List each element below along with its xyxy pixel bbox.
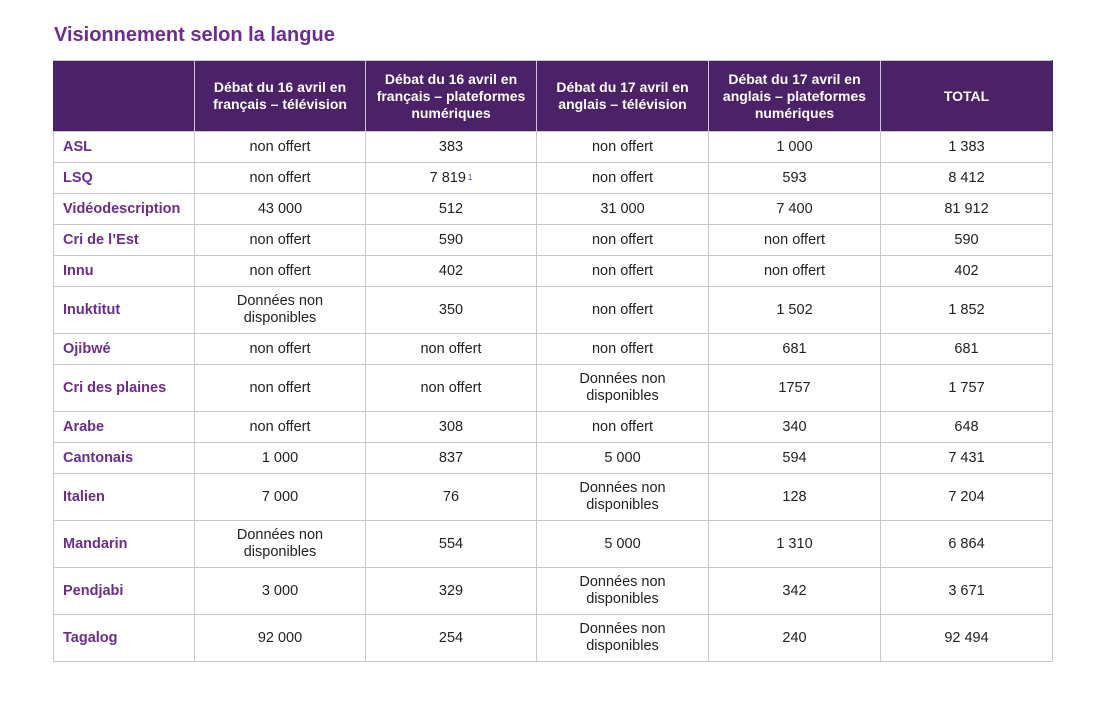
apr17-en-tv-cell-text: 5 000 <box>604 535 641 552</box>
apr17-en-tv-cell <box>537 474 709 521</box>
apr16-fr-tv-cell-text: non offert <box>249 379 311 396</box>
apr16-fr-digital-cell-text: 383 <box>438 138 464 155</box>
apr16-fr-tv-cell-text: 3 000 <box>261 582 299 599</box>
apr16-fr-digital-cell <box>366 443 537 474</box>
apr16-fr-digital-cell <box>366 521 537 568</box>
apr17-en-digital-cell-text: 1 502 <box>776 301 813 318</box>
language-cell <box>54 412 195 443</box>
language-cell <box>54 287 195 334</box>
table-row <box>54 256 1053 287</box>
apr17-en-tv-cell <box>537 443 709 474</box>
apr17-en-digital-cell-text: non offert <box>763 262 825 279</box>
apr17-en-tv-cell <box>537 334 709 365</box>
apr17-en-tv-cell <box>537 256 709 287</box>
total-cell <box>881 225 1053 256</box>
apr17-en-tv-cell-text: non offert <box>591 231 653 248</box>
apr17-en-tv-cell-text: non offert <box>591 138 653 155</box>
apr17-en-digital-cell <box>709 412 881 443</box>
total-cell-text: 7 204 <box>948 488 985 505</box>
apr17-en-tv-cell-text: 31 000 <box>600 200 645 217</box>
apr16-fr-tv-cell <box>195 194 366 225</box>
apr17-en-digital-cell <box>709 225 881 256</box>
language-cell <box>54 365 195 412</box>
apr16-fr-digital-cell-text: 329 <box>438 582 464 599</box>
table-row <box>54 287 1053 334</box>
apr16-fr-tv-cell-text: non offert <box>249 418 311 435</box>
apr16-fr-tv-cell <box>195 568 366 615</box>
apr16-fr-tv-cell-text: 92 000 <box>257 629 303 646</box>
language-cell <box>54 521 195 568</box>
table-row <box>54 443 1053 474</box>
apr16-fr-tv-cell-text: 7 000 <box>261 488 299 505</box>
apr16-fr-digital-cell <box>366 194 537 225</box>
apr17-en-digital-cell-text: 342 <box>782 582 807 599</box>
language-cell <box>54 132 195 163</box>
apr16-fr-tv-cell-text: non offert <box>249 231 311 248</box>
apr16-fr-tv-cell <box>195 443 366 474</box>
language-cell-text: Ojibwé <box>63 340 111 357</box>
apr17-en-tv-cell <box>537 287 709 334</box>
table-header-row <box>54 61 1053 132</box>
apr17-en-tv-cell-text: Données non disponibles <box>579 574 666 607</box>
apr17-en-tv-cell-text: non offert <box>591 340 653 357</box>
total-cell-text: 681 <box>954 340 979 357</box>
apr16-fr-digital-cell <box>366 474 537 521</box>
language-cell <box>54 443 195 474</box>
apr16-fr-tv-cell <box>195 615 366 662</box>
apr16-fr-tv-cell <box>195 287 366 334</box>
page-title: Visionnement selon la langue <box>54 24 335 46</box>
total-cell-text: 7 431 <box>948 449 985 466</box>
total-cell <box>881 194 1053 225</box>
total-cell-text: 92 494 <box>944 629 989 646</box>
apr17-en-digital-cell-text: 240 <box>782 629 807 646</box>
apr16-fr-tv-cell-text: Données non disponibles <box>236 293 324 326</box>
apr16-fr-tv-cell <box>195 132 366 163</box>
apr16-fr-tv-cell <box>195 474 366 521</box>
header-cell-apr17-en-tv: Débat du 17 avril en anglais – télévision <box>537 61 709 132</box>
apr16-fr-tv-cell-text: 43 000 <box>257 200 303 217</box>
apr17-en-tv-cell-text: Données non disponibles <box>579 371 666 404</box>
language-cell <box>54 474 195 521</box>
total-cell-text: 1 852 <box>948 301 985 318</box>
language-cell <box>54 568 195 615</box>
table-row <box>54 194 1053 225</box>
apr16-fr-digital-cell <box>366 225 537 256</box>
apr17-en-tv-cell-text: non offert <box>591 418 653 435</box>
apr17-en-tv-cell <box>537 163 709 194</box>
header-cell-apr16-fr-tv: Débat du 16 avril en français – télévision <box>195 61 366 132</box>
table-row <box>54 568 1053 615</box>
apr17-en-tv-cell <box>537 194 709 225</box>
apr16-fr-digital-cell <box>366 412 537 443</box>
language-cell <box>54 334 195 365</box>
apr17-en-tv-cell-text: Données non disponibles <box>579 480 666 513</box>
apr17-en-digital-cell <box>709 132 881 163</box>
apr16-fr-tv-cell <box>195 334 366 365</box>
apr16-fr-tv-cell-text: Données non disponibles <box>236 527 324 560</box>
apr16-fr-digital-cell-text: 308 <box>438 418 464 435</box>
total-cell <box>881 132 1053 163</box>
total-cell <box>881 568 1053 615</box>
apr16-fr-digital-cell-text: 7 819 <box>429 169 466 186</box>
language-cell-text: ASL <box>63 138 92 155</box>
apr16-fr-digital-cell <box>366 287 537 334</box>
apr17-en-digital-cell <box>709 163 881 194</box>
total-cell-text: 1 757 <box>948 379 985 396</box>
apr16-fr-tv-cell <box>195 225 366 256</box>
apr17-en-tv-cell <box>537 615 709 662</box>
apr17-en-tv-cell <box>537 225 709 256</box>
table-row <box>54 163 1053 194</box>
apr17-en-tv-cell-text: Données non disponibles <box>579 621 666 654</box>
apr17-en-digital-cell-text: 593 <box>782 169 807 186</box>
apr17-en-digital-cell <box>709 365 881 412</box>
apr16-fr-digital-cell <box>366 256 537 287</box>
apr17-en-digital-cell <box>709 334 881 365</box>
language-cell-text: LSQ <box>63 169 93 186</box>
apr16-fr-tv-cell-text: non offert <box>249 340 311 357</box>
apr17-en-digital-cell <box>709 194 881 225</box>
total-cell-text: 3 671 <box>948 582 985 599</box>
apr16-fr-tv-cell <box>195 365 366 412</box>
apr16-fr-digital-cell <box>366 615 537 662</box>
total-cell-text: 1 383 <box>948 138 985 155</box>
language-cell <box>54 256 195 287</box>
apr16-fr-digital-cell-text: 512 <box>438 200 464 217</box>
total-cell <box>881 615 1053 662</box>
apr17-en-tv-cell-text: 5 000 <box>604 449 641 466</box>
total-cell-text: 590 <box>954 231 979 248</box>
apr16-fr-digital-cell <box>366 132 537 163</box>
language-cell-text: Tagalog <box>63 629 118 646</box>
footnote-marker: 1 <box>467 172 473 182</box>
language-cell-text: Pendjabi <box>63 582 124 599</box>
total-cell <box>881 443 1053 474</box>
apr17-en-digital-cell-text: 1 000 <box>776 138 813 155</box>
table-row <box>54 521 1053 568</box>
apr16-fr-digital-cell <box>366 334 537 365</box>
total-cell <box>881 256 1053 287</box>
header-cell-apr17-en-digital: Débat du 17 avril en anglais – plateformes numériques <box>709 61 881 132</box>
language-cell-text: Cri des plaines <box>63 379 167 396</box>
apr16-fr-tv-cell <box>195 256 366 287</box>
apr17-en-digital-cell <box>709 568 881 615</box>
language-cell <box>54 225 195 256</box>
language-cell <box>54 615 195 662</box>
apr16-fr-digital-cell-text: non offert <box>420 379 482 396</box>
apr17-en-tv-cell <box>537 365 709 412</box>
apr17-en-digital-cell <box>709 521 881 568</box>
table-row <box>54 132 1053 163</box>
language-cell-text: Mandarin <box>63 535 128 552</box>
apr17-en-digital-cell <box>709 287 881 334</box>
language-cell-text: Vidéodescription <box>63 200 181 217</box>
total-cell-text: 648 <box>954 418 979 435</box>
total-cell <box>881 474 1053 521</box>
apr17-en-tv-cell-text: non offert <box>591 169 653 186</box>
apr17-en-tv-cell-text: non offert <box>591 301 653 318</box>
total-cell <box>881 287 1053 334</box>
language-cell <box>54 194 195 225</box>
total-cell <box>881 334 1053 365</box>
language-cell-text: Inuktitut <box>63 301 121 318</box>
apr17-en-tv-cell <box>537 568 709 615</box>
apr16-fr-digital-cell-text: non offert <box>420 340 482 357</box>
apr17-en-digital-cell <box>709 443 881 474</box>
apr16-fr-tv-cell <box>195 412 366 443</box>
apr16-fr-digital-cell-text: 402 <box>438 262 464 279</box>
apr17-en-tv-cell <box>537 132 709 163</box>
total-cell <box>881 521 1053 568</box>
apr16-fr-digital-cell-text: 254 <box>438 629 464 646</box>
apr17-en-tv-cell <box>537 412 709 443</box>
apr16-fr-digital-cell <box>366 163 537 194</box>
apr16-fr-tv-cell <box>195 521 366 568</box>
apr16-fr-tv-cell-text: non offert <box>249 169 311 186</box>
apr16-fr-digital-cell-text: 837 <box>438 449 464 466</box>
header-cell-language <box>54 61 195 132</box>
apr16-fr-digital-cell-text: 76 <box>442 488 460 505</box>
header-cell-total: TOTAL <box>881 61 1053 132</box>
apr17-en-tv-cell-text: non offert <box>591 262 653 279</box>
language-cell-text: Italien <box>63 488 105 505</box>
table-row <box>54 412 1053 443</box>
language-cell-text: Innu <box>63 262 94 279</box>
total-cell <box>881 163 1053 194</box>
table-row <box>54 365 1053 412</box>
apr17-en-digital-cell-text: 340 <box>782 418 807 435</box>
viewership-table <box>53 60 1053 662</box>
total-cell <box>881 365 1053 412</box>
total-cell-text: 402 <box>954 262 979 279</box>
apr16-fr-digital-cell-text: 554 <box>438 535 464 552</box>
apr17-en-digital-cell-text: 128 <box>782 488 807 505</box>
total-cell-text: 81 912 <box>944 200 989 217</box>
header-cell-apr16-fr-digital: Débat du 16 avril en français – plateformes numériques <box>366 61 537 132</box>
apr17-en-digital-cell-text: non offert <box>763 231 825 248</box>
apr16-fr-digital-cell <box>366 365 537 412</box>
apr16-fr-tv-cell <box>195 163 366 194</box>
apr16-fr-digital-cell-text: 350 <box>438 301 464 318</box>
apr16-fr-digital-cell <box>366 568 537 615</box>
apr17-en-digital-cell-text: 1 310 <box>776 535 813 552</box>
language-cell <box>54 163 195 194</box>
apr16-fr-tv-cell-text: non offert <box>249 262 311 279</box>
total-cell <box>881 412 1053 443</box>
language-cell-text: Arabe <box>63 418 105 435</box>
apr17-en-tv-cell <box>537 521 709 568</box>
total-cell-text: 6 864 <box>948 535 985 552</box>
apr17-en-digital-cell <box>709 615 881 662</box>
language-cell-text: Cantonais <box>63 449 134 466</box>
table-row <box>54 334 1053 365</box>
table-row <box>54 474 1053 521</box>
apr17-en-digital-cell-text: 1757 <box>778 379 811 396</box>
total-cell-text: 8 412 <box>948 169 985 186</box>
apr17-en-digital-cell <box>709 474 881 521</box>
table-row <box>54 615 1053 662</box>
apr16-fr-tv-cell-text: non offert <box>249 138 311 155</box>
apr17-en-digital-cell-text: 7 400 <box>776 200 813 217</box>
apr17-en-digital-cell <box>709 256 881 287</box>
apr17-en-digital-cell-text: 594 <box>782 449 807 466</box>
table-row <box>54 225 1053 256</box>
apr17-en-digital-cell-text: 681 <box>782 340 807 357</box>
apr16-fr-digital-cell-text: 590 <box>438 231 464 248</box>
apr16-fr-tv-cell-text: 1 000 <box>261 449 299 466</box>
language-cell-text: Cri de l’Est <box>63 231 139 248</box>
